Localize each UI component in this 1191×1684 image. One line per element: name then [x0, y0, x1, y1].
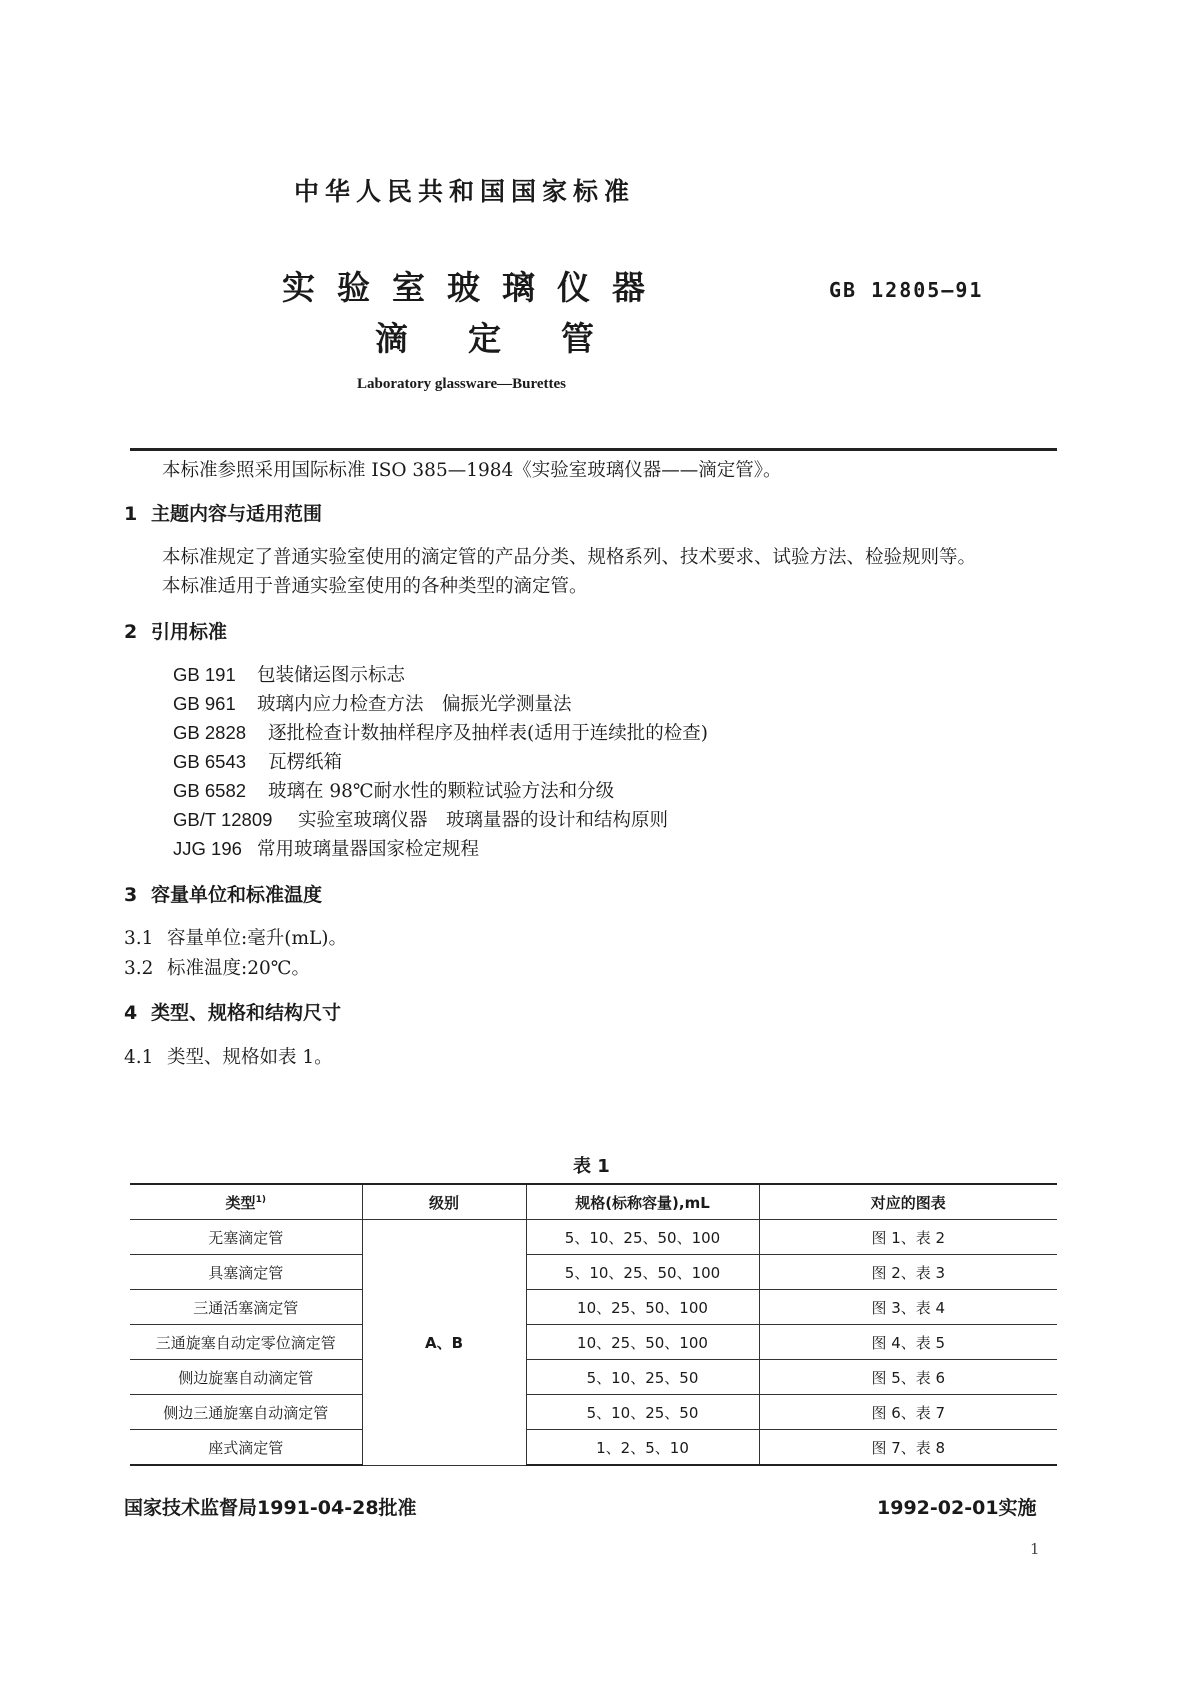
cell-type: 三通活塞滴定管 [130, 1290, 362, 1325]
clause-4-1 [124, 1043, 333, 1069]
table-row [130, 1430, 1057, 1466]
cell-ref: 图 4、表 5 [759, 1325, 1057, 1360]
clause-number: 4.1 [124, 1047, 154, 1068]
cell-type: 座式滴定管 [130, 1430, 362, 1466]
cell-type: 三通旋塞自动定零位滴定管 [130, 1325, 362, 1360]
section-1-heading [124, 499, 322, 526]
clause-3-1 [124, 924, 347, 950]
approval-line: 国家技术监督局1991-04-28批准 [124, 1497, 417, 1519]
reference-code: GB 6582 [173, 780, 247, 801]
footnote-marker: 1) [255, 1194, 266, 1205]
section-title: 引用标准 [151, 621, 228, 643]
section-title: 容量单位和标准温度 [151, 884, 323, 906]
reference-code: GB 191 [173, 664, 236, 685]
section-3-heading [124, 880, 322, 907]
table-caption: 表 1 [573, 1156, 610, 1177]
section-4-heading [124, 998, 341, 1025]
section-number: 1 [124, 503, 138, 525]
clause-3-2 [124, 954, 310, 980]
cell-spec: 5、10、25、50 [526, 1395, 759, 1430]
cell-ref: 图 6、表 7 [759, 1395, 1057, 1430]
section-1-line-1: 本标准规定了普通实验室使用的滴定管的产品分类、规格系列、技术要求、试验方法、检验规则等。 [162, 547, 977, 568]
table-header-row [130, 1184, 1057, 1220]
cell-ref: 图 5、表 6 [759, 1360, 1057, 1395]
cell-spec: 1、2、5、10 [526, 1430, 759, 1466]
clause-number: 3.1 [124, 928, 154, 949]
cell-grade: A、B [362, 1220, 526, 1466]
section-2-heading [124, 617, 227, 644]
cell-type: 侧边三通旋塞自动滴定管 [130, 1395, 362, 1430]
cell-spec: 5、10、25、50 [526, 1360, 759, 1395]
cell-type: 无塞滴定管 [130, 1220, 362, 1255]
reference-code: JJG 196 [173, 838, 242, 859]
table-row [130, 1290, 1057, 1325]
section-number: 2 [124, 621, 138, 643]
reference-code: GB 2828 [173, 722, 247, 743]
cell-ref: 图 2、表 3 [759, 1255, 1057, 1290]
cell-ref: 图 1、表 2 [759, 1220, 1057, 1255]
cell-type: 具塞滴定管 [130, 1255, 362, 1290]
reference-item [173, 719, 708, 745]
reference-code: GB/T 12809 [173, 809, 273, 830]
cell-spec: 10、25、50、100 [526, 1325, 759, 1360]
reference-item [173, 690, 572, 716]
implementation-date: 1992-02-01实施 [877, 1497, 1037, 1519]
table-row [130, 1360, 1057, 1395]
reference-desc: 玻璃在 98℃耐水性的颗粒试验方法和分级 [268, 781, 615, 802]
table-row [130, 1255, 1057, 1290]
reference-item [173, 835, 479, 861]
table-row [130, 1395, 1057, 1430]
cell-spec: 10、25、50、100 [526, 1290, 759, 1325]
header-spec: 规格(标称容量),mL [526, 1184, 759, 1220]
clause-text: 容量单位:毫升(mL)。 [167, 928, 347, 949]
reference-item [173, 806, 668, 832]
reference-item [173, 777, 614, 803]
reference-desc: 实验室玻璃仪器 玻璃量器的设计和结构原则 [298, 810, 669, 831]
burette-types-table [130, 1183, 1057, 1466]
page-number: 1 [1030, 1540, 1040, 1558]
document-title-line1: 实验室玻璃仪器 [282, 268, 667, 307]
reference-code: GB 6543 [173, 751, 247, 772]
reference-desc: 常用玻璃量器国家检定规程 [257, 839, 480, 860]
reference-desc: 包装储运图示标志 [257, 665, 406, 686]
reference-desc: 瓦楞纸箱 [268, 752, 343, 773]
section-number: 3 [124, 884, 138, 906]
section-title: 主题内容与适用范围 [151, 503, 323, 525]
reference-code: GB 961 [173, 693, 236, 714]
cell-type: 侧边旋塞自动滴定管 [130, 1360, 362, 1395]
header-divider [130, 448, 1057, 451]
standard-number: GB 12805—91 [829, 278, 984, 302]
clause-text: 类型、规格如表 1。 [167, 1047, 333, 1068]
cell-spec: 5、10、25、50、100 [526, 1255, 759, 1290]
clause-text: 标准温度:20℃。 [167, 958, 310, 979]
reference-item [173, 748, 342, 774]
section-title: 类型、规格和结构尺寸 [151, 1002, 342, 1024]
reference-item [173, 661, 405, 687]
table-row [130, 1325, 1057, 1360]
header-ref: 对应的图表 [759, 1184, 1057, 1220]
section-1-line-2: 本标准适用于普通实验室使用的各种类型的滴定管。 [162, 576, 588, 597]
english-title: Laboratory glassware—Burettes [357, 376, 567, 392]
national-standard-heading: 中华人民共和国国家标准 [294, 177, 636, 206]
document-title-line2: 滴定管 [375, 319, 654, 358]
header-type [130, 1184, 362, 1220]
reference-desc: 玻璃内应力检查方法 偏振光学测量法 [257, 694, 572, 715]
section-number: 4 [124, 1002, 138, 1024]
cell-ref: 图 3、表 4 [759, 1290, 1057, 1325]
table-row [130, 1220, 1057, 1255]
clause-number: 3.2 [124, 958, 154, 979]
header-grade: 级别 [362, 1184, 526, 1220]
intro-paragraph: 本标准参照采用国际标准 ISO 385—1984《实验室玻璃仪器——滴定管》。 [162, 460, 782, 481]
cell-spec: 5、10、25、50、100 [526, 1220, 759, 1255]
header-type-label: 类型 [225, 1193, 256, 1212]
cell-ref: 图 7、表 8 [759, 1430, 1057, 1466]
reference-desc: 逐批检查计数抽样程序及抽样表(适用于连续批的检查) [268, 723, 708, 744]
